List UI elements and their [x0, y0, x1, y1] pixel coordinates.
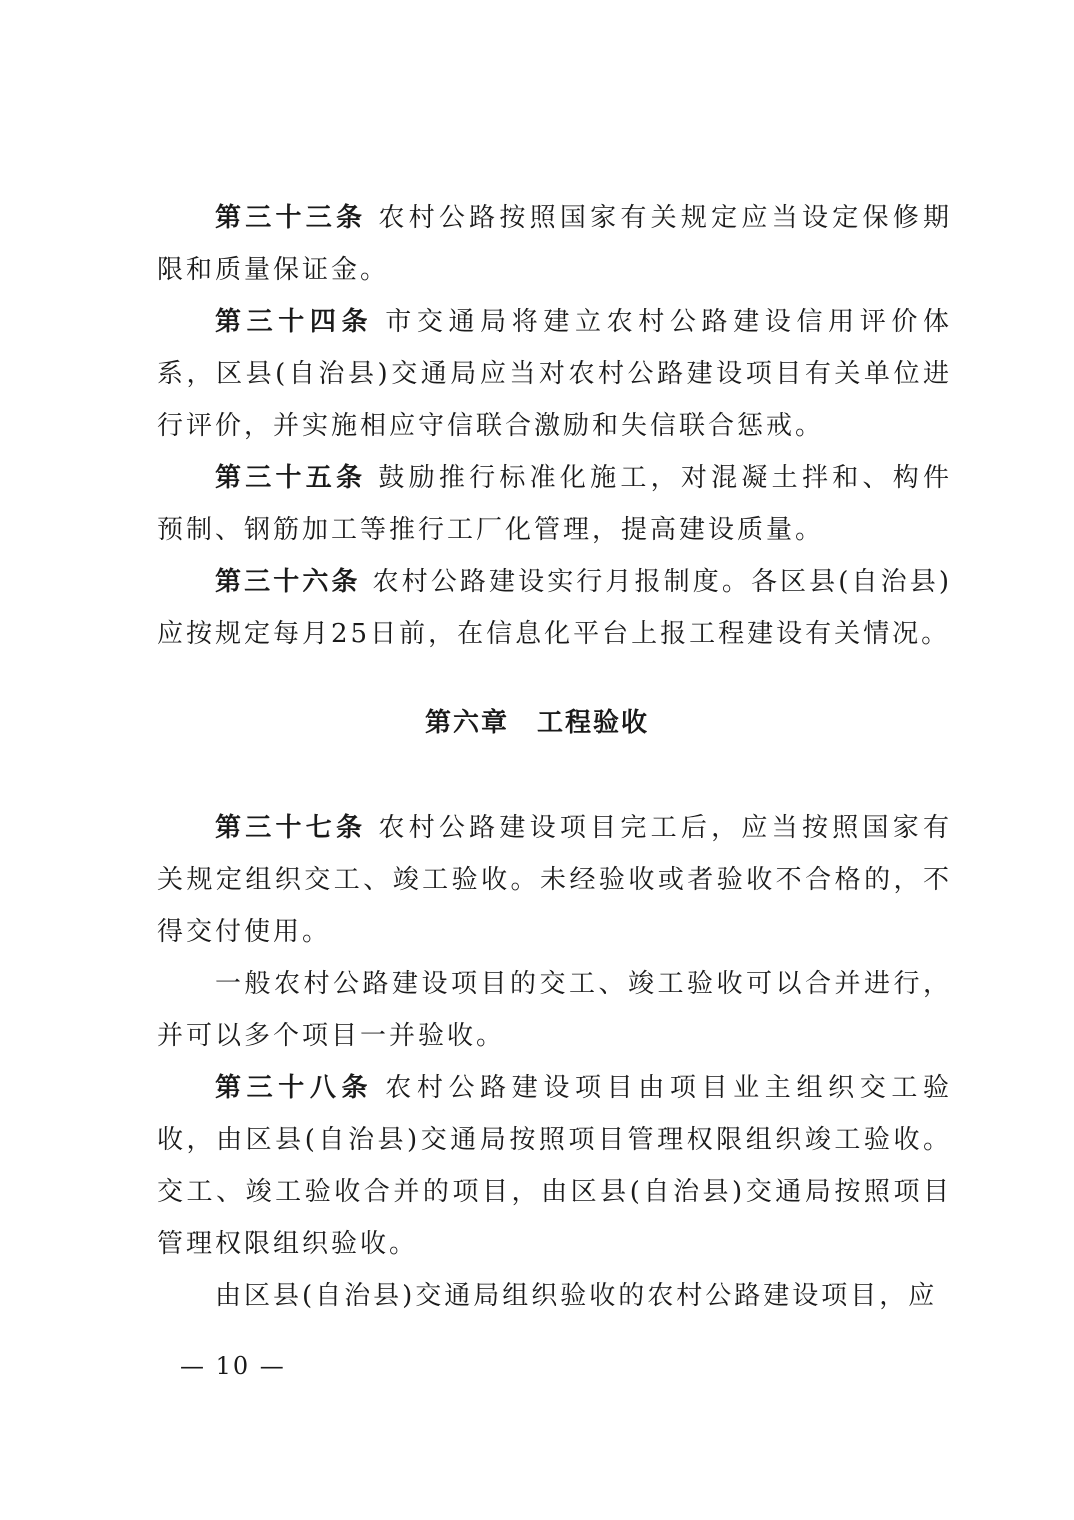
article-35: [157, 452, 952, 556]
article-38-paragraph-2: [157, 1270, 952, 1322]
page-number: — 10 —: [180, 1352, 286, 1380]
article-37-paragraph-2: [157, 958, 952, 1062]
article-33-label: 第三十三条: [215, 203, 367, 233]
article-38: [157, 1062, 952, 1270]
section-articles-33-36: [157, 192, 952, 660]
article-34-label: 第三十四条: [215, 307, 374, 337]
article-38-label: 第三十八条: [215, 1073, 374, 1103]
article-33-text: 农村公路按照国家有关规定应当设定保修期限和质量保证金。: [157, 203, 952, 285]
article-36: [157, 556, 952, 660]
article-37-paragraph-2-text: 一般农村公路建设项目的交工、竣工验收可以合并进行，并可以多个项目一并验收。: [157, 969, 952, 1051]
article-37-text: 农村公路建设项目完工后，应当按照国家有关规定组织交工、竣工验收。未经验收或者验收不合格的，不得交付使用。: [157, 813, 952, 947]
article-35-text: 鼓励推行标准化施工，对混凝土拌和、构件预制、钢筋加工等推行工厂化管理，提高建设质量。: [157, 463, 952, 545]
article-37: [157, 802, 952, 958]
article-34: [157, 296, 952, 452]
article-35-label: 第三十五条: [215, 463, 367, 493]
article-36-label: 第三十六条: [215, 567, 361, 597]
article-38-text: 农村公路建设项目由项目业主组织交工验收，由区县(自治县)交通局按照项目管理权限组织竣工验收。交工、竣工验收合并的项目，由区县(自治县)交通局按照项目管理权限组织验收。: [157, 1073, 952, 1259]
section-articles-37-38: [157, 802, 952, 1322]
article-37-label: 第三十七条: [215, 813, 367, 843]
article-36-text: 农村公路建设实行月报制度。各区县(自治县)应按规定每月25日前，在信息化平台上报工程建设有关情况。: [157, 567, 952, 649]
article-34-text: 市交通局将建立农村公路建设信用评价体系，区县(自治县)交通局应当对农村公路建设项目有关单位进行评价，并实施相应守信联合激励和失信联合惩戒。: [157, 307, 952, 441]
article-38-paragraph-2-text: 由区县(自治县)交通局组织验收的农村公路建设项目，应: [215, 1281, 938, 1311]
chapter-title: 第六章 工程验收: [424, 708, 649, 738]
article-33: [157, 192, 952, 296]
